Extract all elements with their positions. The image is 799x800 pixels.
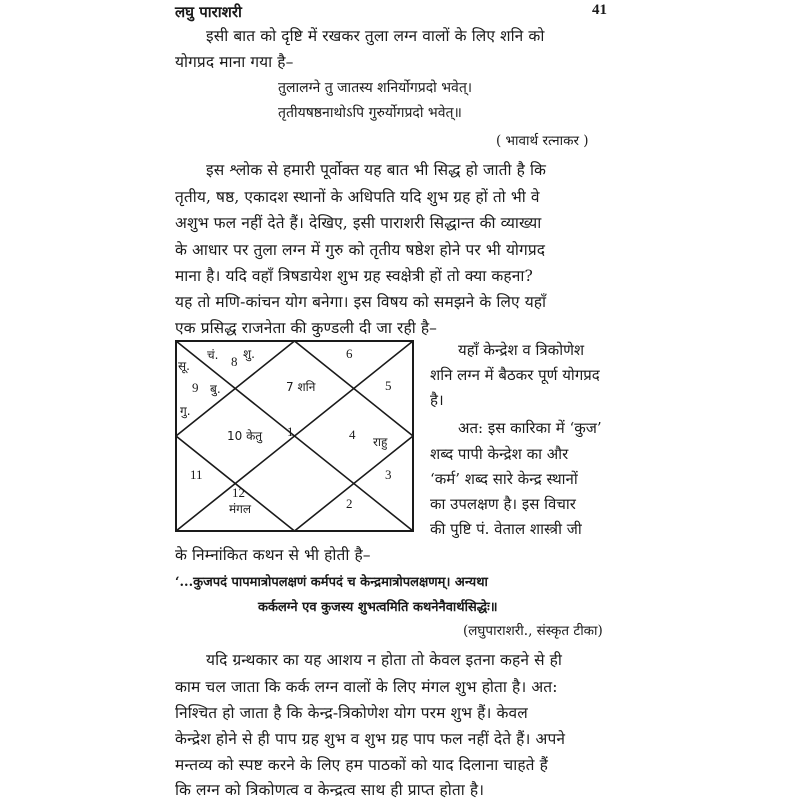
paragraph-line: मन्तव्य को स्पष्ट करने के लिए हम पाठकों को याद दिलाना चाहते हैं (175, 756, 548, 774)
house-9-label: 9 (192, 380, 199, 395)
paragraph-line: केन्द्रेश होने से ही पाप ग्रह शुभ व शुभ ग्रह पाप फल नहीं देते हैं। अपने (175, 730, 566, 748)
quote-source: (लघुपाराशरी., संस्कृत टीका) (463, 623, 603, 639)
paragraph-line: काम चल जाता कि कर्क लग्न वालों के लिए मंगल शुभ होता है। अत: (175, 678, 558, 696)
verse-line: तृतीयषष्ठनाथोऽपि गुरुर्योगप्रदो भवेत्॥ (278, 105, 462, 121)
house-12-label: 12 (232, 485, 245, 500)
house-9-planet-surya: सू. (178, 359, 190, 373)
paragraph-line: योगप्रद माना गया है– (175, 53, 294, 71)
side-text-line: है। (430, 391, 444, 409)
house-9-planet-budh: बु. (210, 382, 221, 396)
quote-line: कर्कलग्ने एव कुजस्य शुभत्वमिति कथनेनैवार्थसिद्धेः॥ (258, 600, 498, 615)
paragraph-line: इस श्लोक से हमारी पूर्वोक्त यह बात भी सिद्ध हो जाती है कि (206, 161, 547, 179)
paragraph-line: यदि ग्रन्थकार का यह आशय न होता तो केवल इतना कहने से ही (206, 651, 563, 669)
paragraph-line: के आधार पर तुला लग्न में गुरु को तृतीय षष्ठेश होने पर भी योगप्रद (175, 241, 546, 259)
house-4-planet-rahu: राहु (373, 435, 388, 449)
paragraph-line: माना है। यदि वहाँ त्रिषडायेश शुभ ग्रह स्वक्षेत्री हों तो क्या कहना? (175, 267, 533, 285)
house-4-label: 4 (349, 427, 356, 442)
quote-line: ‘...कुजपदं पापमात्रोपलक्षणं कर्मपदं च केन्द्रमात्रोपलक्षणम्। अन्यथा (175, 575, 488, 590)
paragraph-line: एक प्रसिद्ध राजनेता की कुण्डली दी जा रही है– (175, 319, 438, 337)
house-9-planet-guru: गु. (180, 404, 191, 418)
side-text-line: शब्द पापी केन्द्रेश का और (430, 445, 569, 463)
house-8-planet-chandra: चं. (207, 348, 219, 362)
side-text-line: का उपलक्षण है। इस विचार (430, 495, 576, 513)
paragraph-line: कि लग्न को त्रिकोणत्व व केन्द्रत्व साथ ही प्राप्त होता है। (175, 781, 485, 799)
side-text-line: ‘कर्म’ शब्द सारे केन्द्र स्थानों (430, 470, 578, 488)
side-text-line: शनि लग्न में बैठकर पूर्ण योगप्रद (430, 366, 600, 384)
house-5-label: 5 (385, 378, 392, 393)
paragraph-line: अशुभ फल नहीं देते हैं। देखिए, इसी पाराशरी सिद्धान्त की व्याख्या (175, 214, 542, 232)
paragraph-line: निश्चित हो जाता है कि केन्द्र-त्रिकोणेश योग परम शुभ हैं। केवल (175, 704, 528, 722)
verse-line: तुलालग्ने तु जातस्य शनिर्योगप्रदो भवेत्। (278, 80, 473, 96)
page-number: 41 (592, 2, 607, 18)
running-header-title: लघु पाराशरी (175, 3, 242, 21)
kundali-chart (175, 340, 414, 532)
paragraph-line: इसी बात को दृष्टि में रखकर तुला लग्न वालों के लिए शनि को (206, 27, 545, 45)
paragraph-line: के निम्नांकित कथन से भी होती है– (175, 546, 371, 564)
house-10-label-ketu: 10 केतु (227, 429, 263, 443)
house-2-label: 2 (346, 496, 353, 511)
side-text-line: अत: इस कारिका में ‘कुज’ (458, 419, 602, 437)
paragraph-line: यह तो मणि-कांचन योग बनेगा। इस विषय को समझने के लिए यहाँ (175, 293, 547, 311)
house-1-label: 1 (287, 424, 294, 439)
house-3-label: 3 (385, 467, 392, 482)
house-11-label: 11 (190, 467, 203, 482)
side-text-line: यहाँ केन्द्रेश व त्रिकोणेश (458, 341, 585, 359)
house-6-label: 6 (346, 346, 353, 361)
house-7-label-shani: 7 शनि (286, 380, 316, 394)
house-12-planet-mangal: मंगल (229, 502, 252, 516)
side-text-line: की पुष्टि पं. वेताल शास्त्री जी (430, 520, 582, 538)
paragraph-line: तृतीय, षष्ठ, एकादश स्थानों के अधिपति यदि शुभ ग्रह हों तो भी वे (175, 188, 540, 206)
house-8-label: 8 (231, 354, 238, 369)
house-8-planet-shukra: शु. (243, 347, 255, 361)
verse-source: ( भावार्थ रत्नाकर ) (496, 133, 589, 149)
